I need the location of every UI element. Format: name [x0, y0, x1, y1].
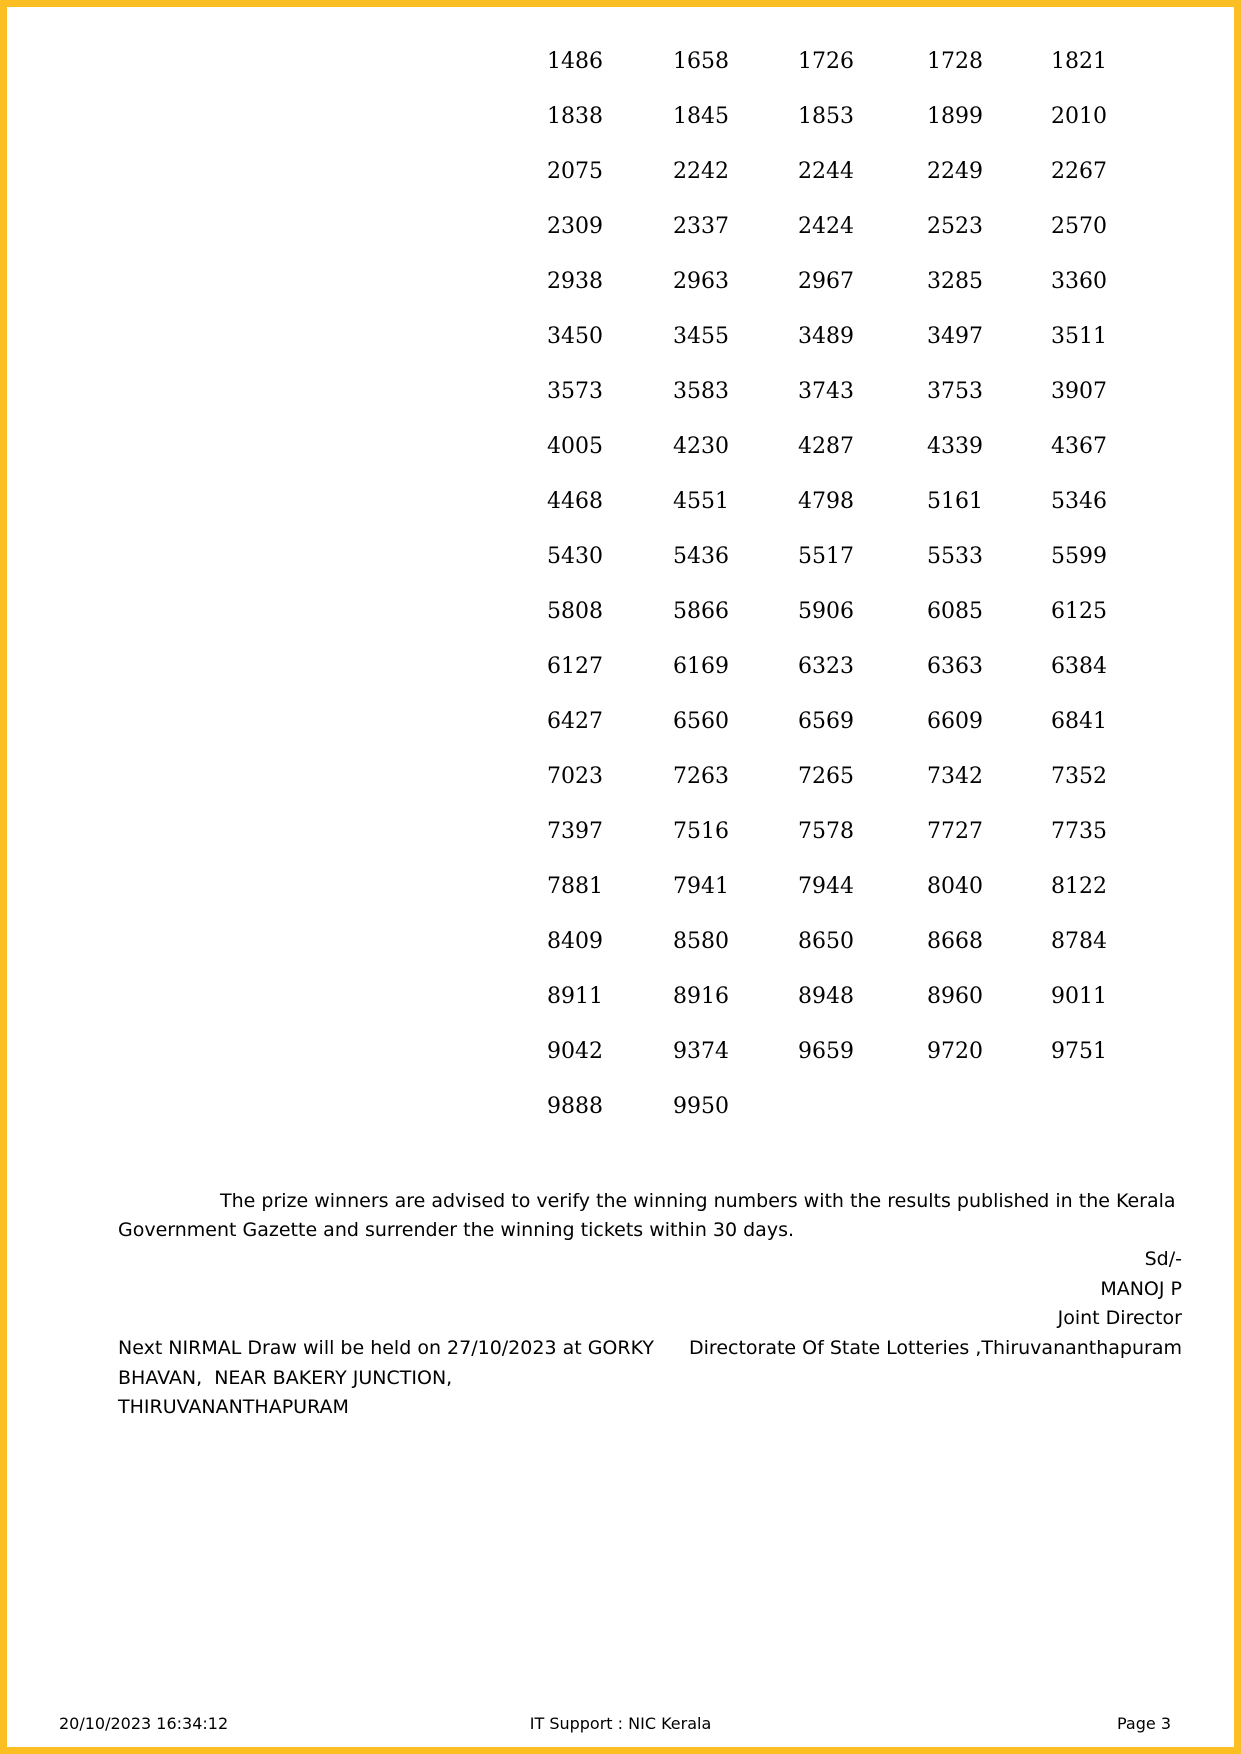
winning-number: 6841	[1051, 709, 1107, 734]
winning-number: 2267	[1051, 159, 1107, 184]
winning-number: 2963	[673, 269, 729, 294]
winning-number: 6323	[798, 654, 854, 679]
winning-number: 2075	[547, 159, 603, 184]
winning-number: 8040	[927, 874, 983, 899]
winning-number: 5517	[798, 544, 854, 569]
winning-number: 8911	[547, 984, 603, 1009]
winning-number: 4287	[798, 434, 854, 459]
winning-number: 4005	[547, 434, 603, 459]
winning-number: 5866	[673, 599, 729, 624]
winning-number: 7342	[927, 764, 983, 789]
winning-number: 2967	[798, 269, 854, 294]
winning-number: 9751	[1051, 1039, 1107, 1064]
winning-number: 8409	[547, 929, 603, 954]
winning-number: 1899	[927, 104, 983, 129]
winning-number: 2242	[673, 159, 729, 184]
winning-number: 6085	[927, 599, 983, 624]
winning-number: 3497	[927, 324, 983, 349]
winning-number: 1658	[673, 49, 729, 74]
winning-number: 2244	[798, 159, 854, 184]
winning-number: 1838	[547, 104, 603, 129]
winning-number: 7265	[798, 764, 854, 789]
winning-number: 3489	[798, 324, 854, 349]
next-draw-info	[118, 1334, 678, 1423]
winning-number: 3583	[673, 379, 729, 404]
winning-number: 1821	[1051, 49, 1107, 74]
notice-text: The prize winners are advised to verify the winning numbers with the results published in the Kerala Government Gazette and surrender the winning tickets within 30 days.	[118, 1190, 1176, 1241]
winning-number: 9374	[673, 1039, 729, 1064]
winning-number: 4230	[673, 434, 729, 459]
winning-number: 6169	[673, 654, 729, 679]
footer-support: IT Support : NIC Kerala	[529, 1714, 712, 1733]
winning-number: 1845	[673, 104, 729, 129]
winning-number: 5161	[927, 489, 983, 514]
winning-number: 9659	[798, 1039, 854, 1064]
winning-number: 4798	[798, 489, 854, 514]
footer-page-number: Page 3	[1117, 1714, 1171, 1733]
winning-number: 7578	[798, 819, 854, 844]
winning-number: 2249	[927, 159, 983, 184]
winning-number: 6125	[1051, 599, 1107, 624]
winning-number: 9011	[1051, 984, 1107, 1009]
winning-number: 7944	[798, 874, 854, 899]
winning-number: 3511	[1051, 324, 1107, 349]
winning-number: 7352	[1051, 764, 1107, 789]
winning-number: 3360	[1051, 269, 1107, 294]
winning-number: 5599	[1051, 544, 1107, 569]
winning-number: 7397	[547, 819, 603, 844]
winning-number: 4551	[673, 489, 729, 514]
winning-number: 7516	[673, 819, 729, 844]
winning-number: 9720	[927, 1039, 983, 1064]
winning-number: 5346	[1051, 489, 1107, 514]
winning-number: 7263	[673, 764, 729, 789]
winning-number: 2010	[1051, 104, 1107, 129]
winning-number: 3450	[547, 324, 603, 349]
winning-number: 2337	[673, 214, 729, 239]
winning-number: 2523	[927, 214, 983, 239]
winning-number: 8122	[1051, 874, 1107, 899]
winning-number: 3573	[547, 379, 603, 404]
winning-number: 9888	[547, 1094, 603, 1119]
winning-number: 6569	[798, 709, 854, 734]
winning-number: 8948	[798, 984, 854, 1009]
winning-number: 7727	[927, 819, 983, 844]
winning-number: 3455	[673, 324, 729, 349]
signature-sd: Sd/-	[1144, 1248, 1182, 1270]
winning-number: 8784	[1051, 929, 1107, 954]
winning-number: 6560	[673, 709, 729, 734]
winning-number: 6427	[547, 709, 603, 734]
winning-number: 5533	[927, 544, 983, 569]
winning-number: 5808	[547, 599, 603, 624]
winning-number: 7941	[673, 874, 729, 899]
winning-number: 3743	[798, 379, 854, 404]
next-draw-line-1: Next NIRMAL Draw will be held on 27/10/2023 at GORKY	[118, 1337, 654, 1359]
winning-number: 7023	[547, 764, 603, 789]
winning-number: 5436	[673, 544, 729, 569]
winning-number: 8668	[927, 929, 983, 954]
winning-number: 4367	[1051, 434, 1107, 459]
winning-number: 4339	[927, 434, 983, 459]
winning-number: 3285	[927, 269, 983, 294]
winning-number: 3753	[927, 379, 983, 404]
winning-number: 5906	[798, 599, 854, 624]
winning-number: 8916	[673, 984, 729, 1009]
winning-number: 8650	[798, 929, 854, 954]
next-draw-line-2: BHAVAN, NEAR BAKERY JUNCTION,	[118, 1366, 453, 1389]
winning-number: 7735	[1051, 819, 1107, 844]
winning-number: 6363	[927, 654, 983, 679]
winning-number: 4468	[547, 489, 603, 514]
winning-number: 2938	[547, 269, 603, 294]
winning-number: 3907	[1051, 379, 1107, 404]
winning-number: 6609	[927, 709, 983, 734]
winning-number: 1853	[798, 104, 854, 129]
winning-number: 2424	[798, 214, 854, 239]
winning-number: 9950	[673, 1094, 729, 1119]
next-draw-line-3: THIRUVANANTHAPURAM	[118, 1396, 349, 1418]
winning-number: 5430	[547, 544, 603, 569]
footer-timestamp: 20/10/2023 16:34:12	[59, 1714, 229, 1733]
signatory-name: MANOJ P	[1100, 1277, 1182, 1300]
winning-number: 9042	[547, 1039, 603, 1064]
winning-number: 7881	[547, 874, 603, 899]
winning-number: 2570	[1051, 214, 1107, 239]
winning-number: 2309	[547, 214, 603, 239]
winning-number: 1726	[798, 49, 854, 74]
winning-number: 6127	[547, 654, 603, 679]
winning-number: 1728	[927, 49, 983, 74]
winning-number: 8960	[927, 984, 983, 1009]
winning-number: 1486	[547, 49, 603, 74]
signatory-designation: Joint Director	[1057, 1307, 1182, 1329]
signature-block	[689, 1245, 1182, 1363]
signatory-office: Directorate Of State Lotteries ,Thiruvananthapuram	[689, 1336, 1182, 1359]
winning-number: 8580	[673, 929, 729, 954]
winning-number: 6384	[1051, 654, 1107, 679]
